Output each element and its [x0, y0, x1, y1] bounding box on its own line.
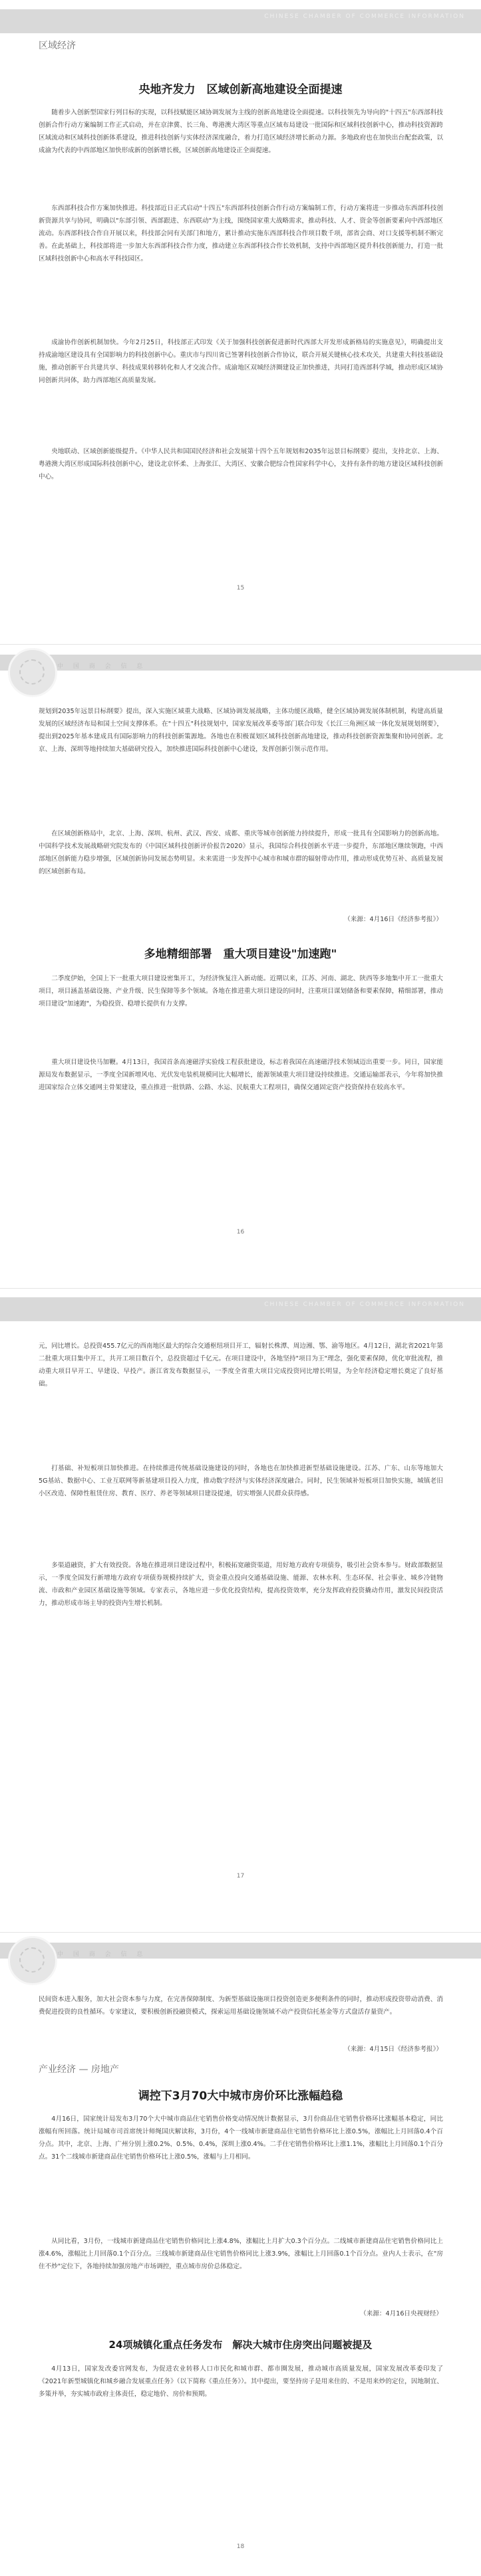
paragraph: 央地联动、区域创新能级提升。《中华人民共和国国民经济和社会发展第十四个五年规划和2035年远景目标纲要》提出，支持北京、上海、粤港澳大湾区形成国际科技创新中心，建设北京怀柔、上海张江、大湾区、安徽合肥综合性国家科学中心，支持有条件的地方建设区域科技创新中心。 — [39, 448, 443, 481]
paragraph: 规划到2035年远景目标纲要》提出，深入实施区域重大战略、区域协调发展战略，主体功能区战略，健全区域协调发展体制机制，构建高质量发展的区域经济布局和国土空间支撑体系。在"十四五"科技规划中，国家发展改革委等部门联合印发《长江三角洲区域一体化发展规划纲要》，提出到2025年基本建成具有国际影响力的科技创新策源地。各地也在积极谋划区域科技创新高地建设，推动科技创新资源集聚和协同创新。北京、上海、深圳等地持续加大基础研究投入，加快推进国际科技创新中心建设，发挥创新引领示范作用。 — [39, 708, 443, 753]
page-16 — [0, 644, 481, 1288]
seal-caption: 中 国 商 会 信 息 — [57, 663, 147, 670]
source-note: （来源：4月16日《经济参考报》） — [344, 916, 442, 923]
logo-seal-icon — [8, 1936, 57, 1985]
header-bar — [0, 9, 481, 33]
header-english-title: CHINESE CHAMBER OF COMMERCE INFORMATION — [264, 1301, 465, 1308]
logo-seal-icon — [8, 648, 57, 697]
paragraph: 东西部科技合作方案加快推进。科技部近日正式启动"十四五"东西部科技创新合作行动方案编制工作，行动方案将进一步推动东西部科技创新资源共享与协同，明确以"东部引领、西部跟进、东西联动"为主线，围绕国家重大战略需求，推动科技、人才、资金等创新要素向中西部地区流动。东西部科技合作自开展以来，科技部会同有关部门和地方，累计推动实施东西部科技合作项目数千项，部省会商、对口支援等机制不断完善。在此基础上，科技部将进一步加大东西部科技合作力度，推动建立东西部科技合作长效机制，支持中西部地区提升科技创新能力，打造一批区域科技创新中心和高水平科技园区。 — [39, 205, 443, 263]
header-english-title: CHINESE CHAMBER OF COMMERCE INFORMATION — [264, 13, 465, 20]
page-17 — [0, 1288, 481, 1932]
page-number: 15 — [236, 585, 245, 591]
article-title: 央地齐发力 区域创新高地建设全面提速 — [138, 83, 343, 96]
paragraph: 二季度伊始，全国上下一批重大项目建设密集开工，为经济恢复注入新动能。近期以来，江苏、河南、湖北、陕西等多地集中开工一批重大项目，项目涵盖基础设施、产业升级、民生保障等多个领域。各地在推进重大项目建设的同时，注重项目谋划储备和要素保障，精细部署，推动项目建设"加速跑"，为稳投资、稳增长提供有力支撑。 — [39, 975, 443, 1008]
page-number: 17 — [236, 1873, 245, 1879]
paragraph: 在区域创新格局中，北京、上海、深圳、杭州、武汉、西安、成都、重庆等城市创新能力持续提升，形成一批具有全国影响力的创新高地。中国科学技术发展战略研究院发布的《中国区域科技创新评价报告2020》显示，我国综合科技创新水平进一步提升，东部地区继续领跑，中西部地区创新能力稳步增强，区域创新协同发展态势明显。未来需进一步发挥中心城市和城市群的辐射带动作用，推动形成优势互补、高质量发展的区域创新布局。 — [39, 830, 443, 875]
paragraph: 成渝协作创新机制加快。今年2月25日，科技部正式印发《关于加强科技创新促进新时代西部大开发形成新格局的实施意见》，明确提出支持成渝地区建设具有全国影响力的科技创新中心。重庆市与四川省已签署科技创新合作协议，联合开展关键核心技术攻关，共建重大科技基础设施，推动创新平台共建共享、科技成果转移转化和人才交流合作。成渝地区双城经济圈建设正加快推进，共同打造西部科学城，推动形成区域协同创新共同体，助力西部地区高质量发展。 — [39, 339, 443, 384]
paragraph: 多渠道融资，扩大有效投资。各地在推进项目建设过程中，积极拓宽融资渠道，用好地方政府专项债券，吸引社会资本参与。财政部数据显示，一季度全国发行新增地方政府专项债券规模持续扩大，资金重点投向交通基础设施、能源、农林水利、生态环保、社会事业、城乡冷链物流、市政和产业园区基础设施等领域。专家表示，各地应进一步优化投资结构，提高投资效率，充分发挥政府投资撬动作用，激发民间投资活力，推动形成市场主导的投资内生增长机制。 — [39, 1562, 443, 1607]
page-number: 16 — [236, 1229, 245, 1235]
source-note: （来源：4月15日《经济参考报》） — [344, 2046, 442, 2053]
paragraph: 元，同比增长。总投资455.7亿元的西南地区最大的综合交通枢纽项目开工，辐射长株潭、周边湘、鄂、渝等地区。4月12日，湖北省2021年第二批重大项目集中开工，共开工项目数百个，总投资超过千亿元。在项目建设中，各地坚持"项目为王"理念，强化要素保障，优化审批流程，推动重大项目早开工、早建设、早投产。浙江省发布数据显示，一季度全省重大项目完成投资同比增长明显，为全年经济稳定增长奠定了良好基础。 — [39, 1342, 443, 1388]
paragraph: 随着步入创新型国家行列目标的实现，以科技赋能区域协调发展为主线的创新高地建设全面提速。以科技领先为导向的"十四五"东西部科技创新合作行动方案编制工作正式启动，并在京津冀、长三角、粤港澳大湾区等重点区域布局建设一批国际和区域科技创新中心，推动科技资源跨区域流动和区域科技创新体系建设，推进科技创新与实体经济深度融合，着力打造区域经济增长新动力源。多地政府也在加快出台配套政策，以成渝为代表的中西部地区加快形成新的创新增长极，区域创新高地建设正全面提速。 — [39, 109, 443, 154]
paragraph: 4月13日，国家发改委官网发布，为促进农业转移人口市民化和城市群、都市圈发展，推动城市高质量发展，国家发展改革委印发了《2021年新型城镇化和城乡融合发展重点任务》（以下简称《重点任务》）。其中提出，要坚持房子是用来住的、不是用来炒的定位，因地制宜、多策并举，夯实城市政府主体责任，稳定地价、房价和预期。 — [39, 2365, 443, 2398]
header-bar — [0, 1297, 481, 1321]
source-note: （来源：4月16日央视财经） — [360, 2310, 442, 2317]
article-title: 多地精细部署 重大项目建设"加速跑" — [144, 948, 337, 961]
page-number: 18 — [236, 2543, 245, 2550]
paragraph: 重大项目建设快马加鞭。4月13日，我国首条高速磁浮实验线工程获批建设，标志着我国在高速磁浮技术领域迈出重要一步。同日，国家能源局发布数据显示，一季度全国新增风电、光伏发电装机规模同比大幅增长，能源领域重大项目建设持续推进。交通运输部表示，今年将加快推进国家综合立体交通网主骨架建设，重点推进一批铁路、公路、水运、民航重大工程项目，确保交通固定资产投资保持在较高水平。 — [39, 1059, 443, 1091]
paragraph: 4月16日，国家统计局发布3月70个大中城市商品住宅销售价格变动情况统计数据显示，3月份商品住宅销售价格环比涨幅基本稳定，同比涨幅有所回落。统计局城市司首席统计师绳国庆解读称，3月份，4个一线城市新建商品住宅销售价格环比上涨0.5%，涨幅比上月回落0.4个百分点。其中，北京、上海、广州分别上涨0.2%、0.5%、0.4%，深圳上涨0.4%。二手住宅销售价格环比上涨1.1%，涨幅比上月回落0.1个百分点。31个二线城市新建商品住宅销售价格环比上涨0.5%，涨幅与上月相同。 — [39, 2115, 443, 2161]
section-label: 区域经济 — [39, 41, 76, 51]
paragraph: 民间资本进入服务，加大社会资本参与力度，在完善保障制度、为新型基础设施项目投资创造更多便利条件的同时，推动形成投资带动消费、消费促进投资的良性循环。专家建议，要积极创新投融资模式，探索运用基础设施领域不动产投资信托基金等方式盘活存量资产。 — [39, 1996, 443, 2016]
seal-caption: 中 国 商 会 信 息 — [57, 1951, 147, 1958]
paragraph: 打基础、补短板项目加快推进。在持续推进传统基础设施建设的同时，各地也在加快推进新型基础设施建设。江苏、广东、山东等地加大5G基站、数据中心、工业互联网等新基建项目投入力度，推动数字经济与实体经济深度融合。同时，民生领域补短板项目加快实施，城镇老旧小区改造、保障性租赁住房、教育、医疗、养老等领域项目建设提速，切实增强人民群众获得感。 — [39, 1465, 443, 1497]
page-15 — [0, 0, 481, 644]
article-title: 调控下3月70大中城市房价环比涨幅趋稳 — [138, 2090, 343, 2103]
section-label: 产业经济 — 房地产 — [39, 2064, 119, 2075]
article-title: 24项城镇化重点任务发布 解决大城市住房突出问题被提及 — [108, 2339, 373, 2351]
page-18 — [0, 1932, 481, 2576]
paragraph: 从同比看，3月份，一线城市新建商品住宅销售价格同比上涨4.8%，涨幅比上月扩大0.3个百分点。二线城市新建商品住宅销售价格同比上涨4.6%，涨幅比上月回落0.1个百分点。三线城市新建商品住宅销售价格同比上涨3.9%，涨幅比上月回落0.1个百分点。业内人士表示，在"房住不炒"定位下，各地持续加强房地产市场调控，重点城市房价总体稳定。 — [39, 2238, 443, 2270]
